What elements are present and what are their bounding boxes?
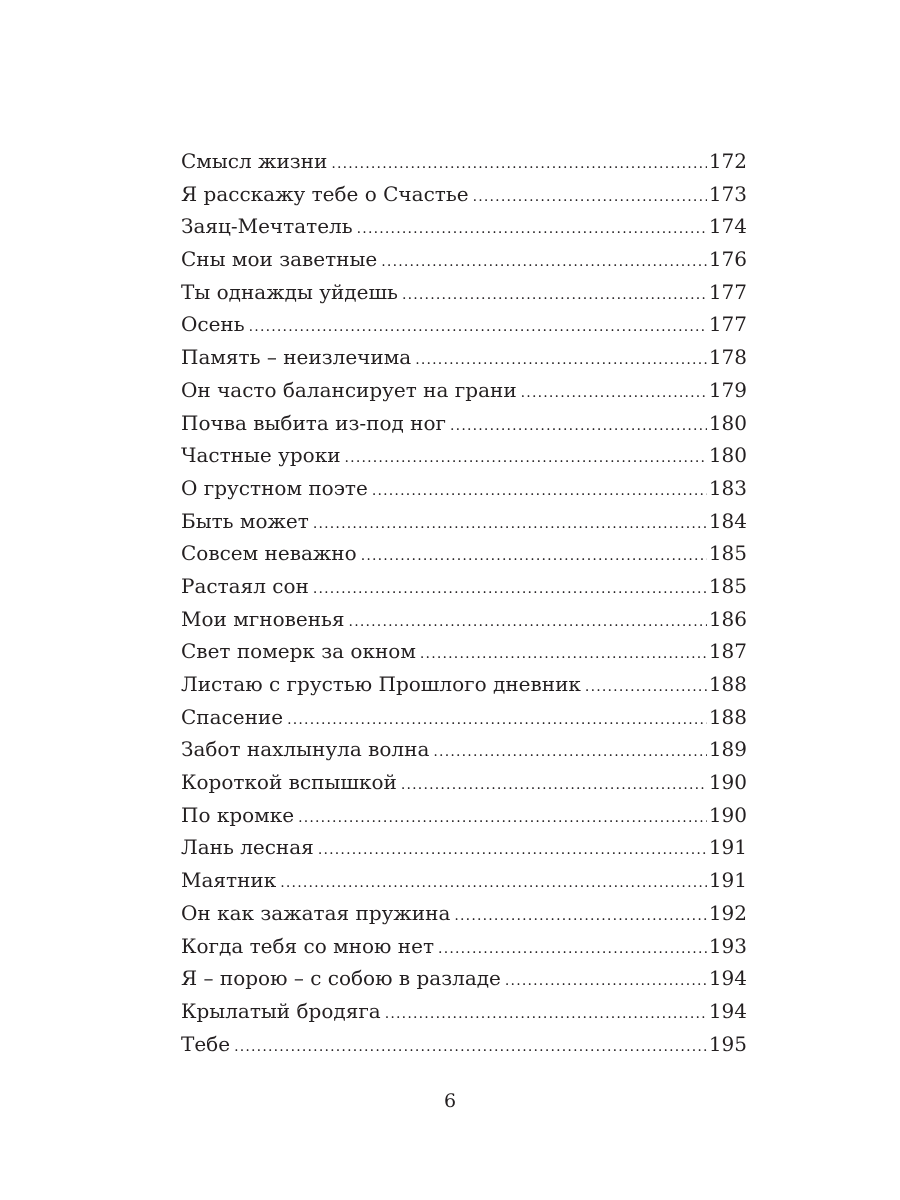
page-number: 6 bbox=[443, 1090, 457, 1112]
toc-entry-title: Ты однажды уйдешь bbox=[181, 279, 398, 304]
toc-entry bbox=[181, 831, 747, 864]
dot-leader bbox=[349, 606, 707, 639]
toc-entry-title: Свет померк за окном bbox=[181, 639, 416, 664]
toc-entry-page: 187 bbox=[708, 639, 747, 664]
dot-leader bbox=[402, 279, 707, 312]
toc-entry bbox=[181, 733, 747, 766]
dot-leader bbox=[280, 867, 707, 900]
toc-entry bbox=[181, 243, 747, 276]
toc-entry bbox=[181, 603, 747, 636]
toc-entry-page: 195 bbox=[708, 1031, 747, 1056]
toc-entry-title: Смысл жизни bbox=[181, 149, 328, 173]
toc-entry bbox=[181, 897, 747, 930]
dot-leader bbox=[385, 998, 707, 1031]
toc-entry-page: 190 bbox=[708, 802, 747, 827]
toc-entry-title: Он как зажатая пружина bbox=[181, 900, 451, 925]
toc-entry bbox=[181, 701, 747, 734]
toc-entry-page: 174 bbox=[708, 214, 747, 239]
toc-entry-title: Тебе bbox=[181, 1031, 231, 1056]
toc-entry bbox=[181, 766, 747, 799]
toc-entry-title: Я расскажу тебе о Счастье bbox=[181, 181, 469, 206]
dot-leader bbox=[372, 475, 707, 508]
dot-leader bbox=[249, 311, 707, 344]
toc-entry-title: Короткой вспышкой bbox=[181, 770, 397, 795]
toc-entry-title: Крылатый бродяга bbox=[181, 998, 381, 1023]
toc-entry-page: 173 bbox=[708, 181, 747, 206]
toc-entry-page: 180 bbox=[708, 410, 747, 435]
toc-entry-page: 191 bbox=[708, 835, 747, 860]
toc-entry-page: 185 bbox=[708, 573, 747, 598]
toc-entry-page: 176 bbox=[708, 247, 747, 272]
toc-entry-title: Забот нахлынула волна bbox=[181, 737, 430, 762]
toc-entry-page: 191 bbox=[708, 868, 747, 893]
toc-entry-title: Совсем неважно bbox=[181, 541, 357, 566]
toc-entry-page: 194 bbox=[708, 966, 747, 991]
dot-leader bbox=[420, 638, 707, 671]
toc-entry-title: Листаю с грустью Прошлого дневник bbox=[181, 672, 581, 696]
toc-entry bbox=[181, 930, 747, 963]
toc-entry bbox=[181, 276, 747, 309]
toc-entry bbox=[181, 668, 747, 701]
dot-leader bbox=[454, 900, 706, 933]
toc-entry bbox=[181, 995, 747, 1028]
toc-entry bbox=[181, 178, 747, 211]
toc-entry bbox=[181, 374, 747, 407]
toc-entry-page: 180 bbox=[708, 443, 747, 468]
dot-leader bbox=[287, 704, 707, 737]
toc-entry-title: Осень bbox=[181, 312, 245, 337]
toc-entry-page: 179 bbox=[708, 377, 747, 402]
dot-leader bbox=[298, 802, 707, 835]
toc-entry bbox=[181, 962, 747, 995]
dot-leader bbox=[313, 508, 707, 541]
toc-entry bbox=[181, 799, 747, 832]
toc-entry-page: 189 bbox=[708, 737, 747, 762]
toc-entry-title: О грустном поэте bbox=[181, 475, 368, 500]
toc-entry-page: 194 bbox=[708, 998, 747, 1023]
toc-entry bbox=[181, 210, 747, 243]
toc-entry-title: Я – порою – с собою в разладе bbox=[181, 966, 501, 991]
toc-entry-title: По кромке bbox=[181, 802, 295, 827]
toc-entry-page: 177 bbox=[708, 312, 747, 337]
toc-entry-page: 192 bbox=[708, 900, 747, 925]
toc-entry-page: 184 bbox=[708, 508, 747, 533]
toc-entry-page: 177 bbox=[708, 279, 747, 304]
dot-leader bbox=[381, 246, 707, 279]
dot-leader bbox=[357, 213, 707, 246]
dot-leader bbox=[473, 181, 707, 214]
dot-leader bbox=[318, 834, 707, 867]
dot-leader bbox=[438, 933, 707, 966]
toc-entry-title: Частные уроки bbox=[181, 443, 341, 468]
toc-entry-page: 178 bbox=[708, 345, 747, 370]
dot-leader bbox=[234, 1031, 707, 1064]
toc-entry-title: Растаял сон bbox=[181, 573, 309, 598]
dot-leader bbox=[331, 148, 706, 181]
toc-entry-page: 183 bbox=[708, 475, 747, 500]
toc-entry bbox=[181, 537, 747, 570]
toc-entry-title: Спасение bbox=[181, 704, 284, 729]
toc-entry-title: Память – неизлечима bbox=[181, 345, 412, 370]
toc-entry-page: 172 bbox=[708, 149, 747, 173]
toc-entry-title: Заяц-Мечтатель bbox=[181, 214, 353, 239]
dot-leader bbox=[585, 671, 707, 704]
toc-entry bbox=[181, 505, 747, 538]
toc-entry-page: 188 bbox=[708, 704, 747, 729]
toc-entry-title: Лань лесная bbox=[181, 835, 314, 860]
toc-entry-page: 193 bbox=[708, 933, 747, 958]
toc-entry-title: Быть может bbox=[181, 508, 309, 533]
toc-entry bbox=[181, 1028, 747, 1061]
toc-entry-title: Маятник bbox=[181, 868, 277, 893]
toc-entry-title: Сны мои заветные bbox=[181, 247, 378, 272]
toc-entry bbox=[181, 635, 747, 668]
toc-entry-title: Он часто балансирует на грани bbox=[181, 377, 517, 402]
toc-entry bbox=[181, 308, 747, 341]
toc-entry-page: 186 bbox=[708, 606, 747, 631]
toc-entry-title: Почва выбита из-под ног bbox=[181, 410, 447, 435]
toc-entry bbox=[181, 145, 747, 178]
toc-entry bbox=[181, 570, 747, 603]
toc-entry-title: Когда тебя со мною нет bbox=[181, 933, 435, 958]
dot-leader bbox=[401, 769, 707, 802]
toc-entry-title: Мои мгновенья bbox=[181, 606, 345, 631]
table-of-contents bbox=[181, 145, 747, 1060]
dot-leader bbox=[505, 965, 707, 998]
toc-entry-page: 188 bbox=[708, 672, 747, 696]
toc-entry bbox=[181, 407, 747, 440]
toc-entry-page: 190 bbox=[708, 770, 747, 795]
dot-leader bbox=[415, 344, 707, 377]
toc-entry bbox=[181, 341, 747, 374]
dot-leader bbox=[521, 377, 707, 410]
dot-leader bbox=[361, 540, 707, 573]
dot-leader bbox=[450, 410, 707, 443]
dot-leader bbox=[345, 442, 707, 475]
toc-entry-page: 185 bbox=[708, 541, 747, 566]
toc-entry bbox=[181, 864, 747, 897]
toc-entry bbox=[181, 472, 747, 505]
toc-entry bbox=[181, 439, 747, 472]
dot-leader bbox=[433, 736, 706, 769]
dot-leader bbox=[313, 573, 707, 606]
